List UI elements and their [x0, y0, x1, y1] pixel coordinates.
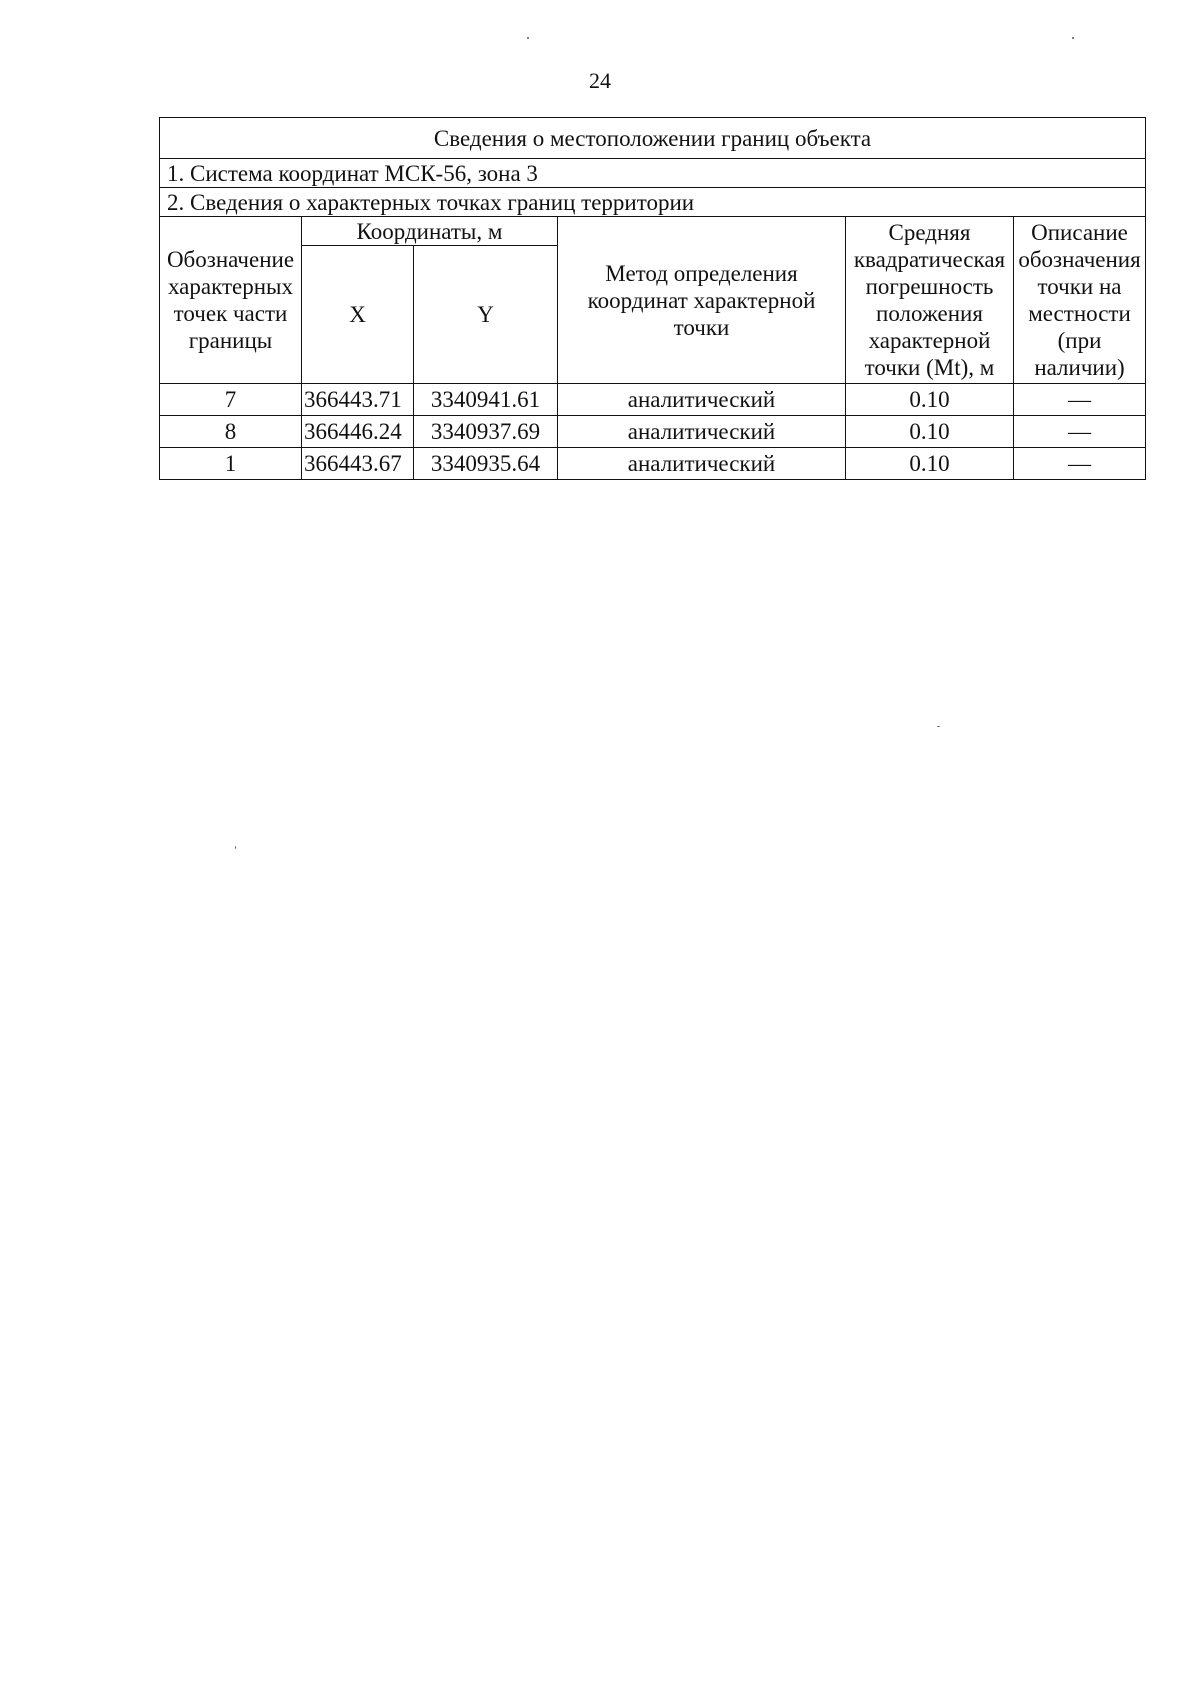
- scan-speck: [527, 37, 529, 39]
- cell-y: 3340937.69: [414, 416, 558, 448]
- cell-method: аналитический: [558, 384, 846, 416]
- cell-point: 8: [160, 416, 302, 448]
- cell-description: —: [1014, 416, 1146, 448]
- cell-y: 3340935.64: [414, 448, 558, 480]
- table-title: Сведения о местоположении границ объекта: [160, 118, 1146, 159]
- section-row: [160, 188, 1146, 217]
- boundary-points-table: [159, 117, 1146, 480]
- cell-method: аналитический: [558, 448, 846, 480]
- scan-speck: [937, 726, 940, 727]
- coordinate-system: 1. Система координат МСК-56, зона 3: [160, 159, 1146, 188]
- cell-point: 7: [160, 384, 302, 416]
- header-description: Описание обозначения точки на местности (при наличии): [1014, 217, 1146, 384]
- cell-y: 3340941.61: [414, 384, 558, 416]
- header-row-1: [160, 217, 1146, 246]
- scan-speck: [1072, 37, 1074, 39]
- cell-method: аналитический: [558, 416, 846, 448]
- header-x: X: [302, 246, 414, 384]
- header-designation: Обозначение характерных точек части границы: [160, 217, 302, 384]
- cell-description: —: [1014, 384, 1146, 416]
- cell-x: 366446.24: [302, 416, 414, 448]
- header-method: Метод определения координат характерной точки: [558, 217, 846, 384]
- page-number: 24: [589, 68, 611, 93]
- table-row: [160, 416, 1146, 448]
- coordinate-system-row: [160, 159, 1146, 188]
- cell-error: 0.10: [846, 384, 1014, 416]
- cell-point: 1: [160, 448, 302, 480]
- cell-x: 366443.71: [302, 384, 414, 416]
- header-error: Средняя квадратическая погрешность положения характерной точки (Mt), м: [846, 217, 1014, 384]
- scan-speck: [235, 846, 236, 849]
- cell-error: 0.10: [846, 416, 1014, 448]
- table-row: [160, 448, 1146, 480]
- cell-description: —: [1014, 448, 1146, 480]
- cell-x: 366443.67: [302, 448, 414, 480]
- cell-error: 0.10: [846, 448, 1014, 480]
- section-title: 2. Сведения о характерных точках границ территории: [160, 188, 1146, 217]
- table-title-row: [160, 118, 1146, 159]
- header-coordinates: Координаты, м: [302, 217, 558, 246]
- table-row: [160, 384, 1146, 416]
- header-y: Y: [414, 246, 558, 384]
